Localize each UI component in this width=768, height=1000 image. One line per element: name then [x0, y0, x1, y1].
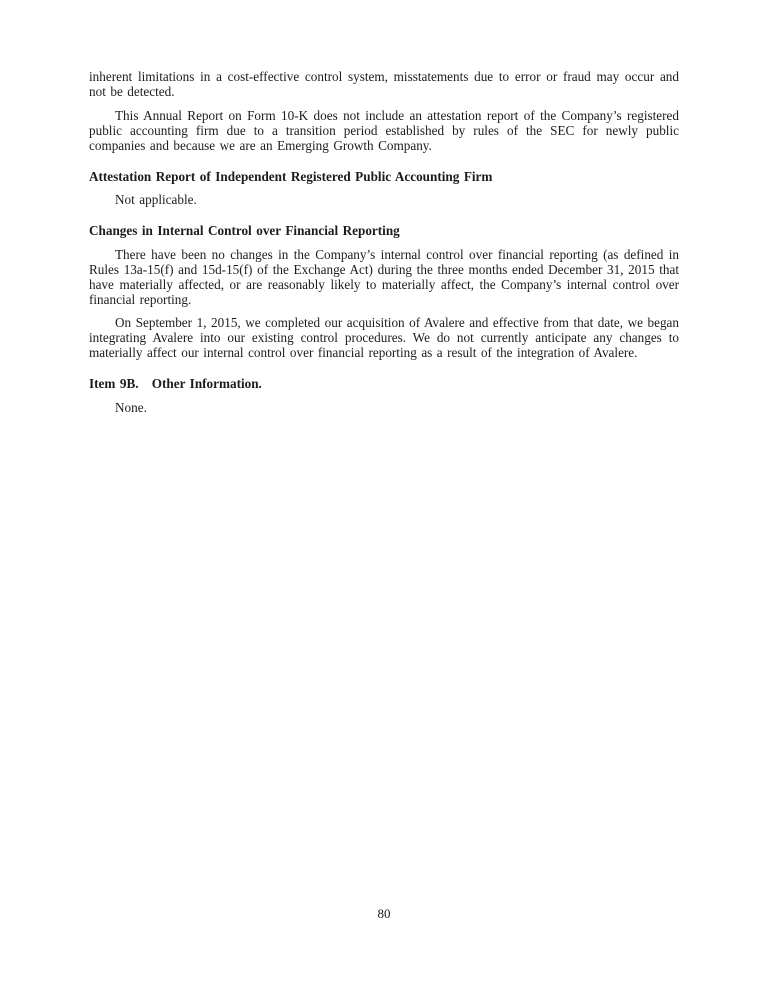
paragraph-inherent-limitations: inherent limitations in a cost-effective control system, misstatements due to error or fraud may occur and not be detected. [89, 69, 679, 99]
paragraph-avalere-acquisition: On September 1, 2015, we completed our acquisition of Avalere and effective from that date, we began integrating Avalere into our existing control procedures. We do not currently anticipate any changes to materially affect our internal control over financial reporting as a result of the integration of Avalere. [89, 315, 679, 360]
paragraph-none: None. [115, 399, 147, 415]
paragraph-annual-report-attestation: This Annual Report on Form 10-K does not include an attestation report of the Company’s registered public accounting firm due to a transition period established by rules of the SEC for newly public companies and because we are an Emerging Growth Company. [89, 107, 679, 153]
paragraph-no-changes: There have been no changes in the Company’s internal control over financial reporting (as defined in Rules 13a-15(f) and 15d-15(f) of the Exchange Act) during the three months ended December 31, 2015 that have materially affected, or are reasonably likely to materially affect, the Company’s internal control over financial reporting. [89, 246, 679, 307]
paragraph-not-applicable: Not applicable. [115, 192, 197, 207]
heading-item-9b-other-information: Item 9B. Other Information. [89, 376, 262, 391]
heading-changes-internal-control: Changes in Internal Control over Financial Reporting [89, 223, 400, 238]
page-number: 80 [377, 906, 391, 921]
heading-attestation-report: Attestation Report of Independent Registered Public Accounting Firm [89, 168, 493, 184]
document-content [89, 69, 679, 415]
